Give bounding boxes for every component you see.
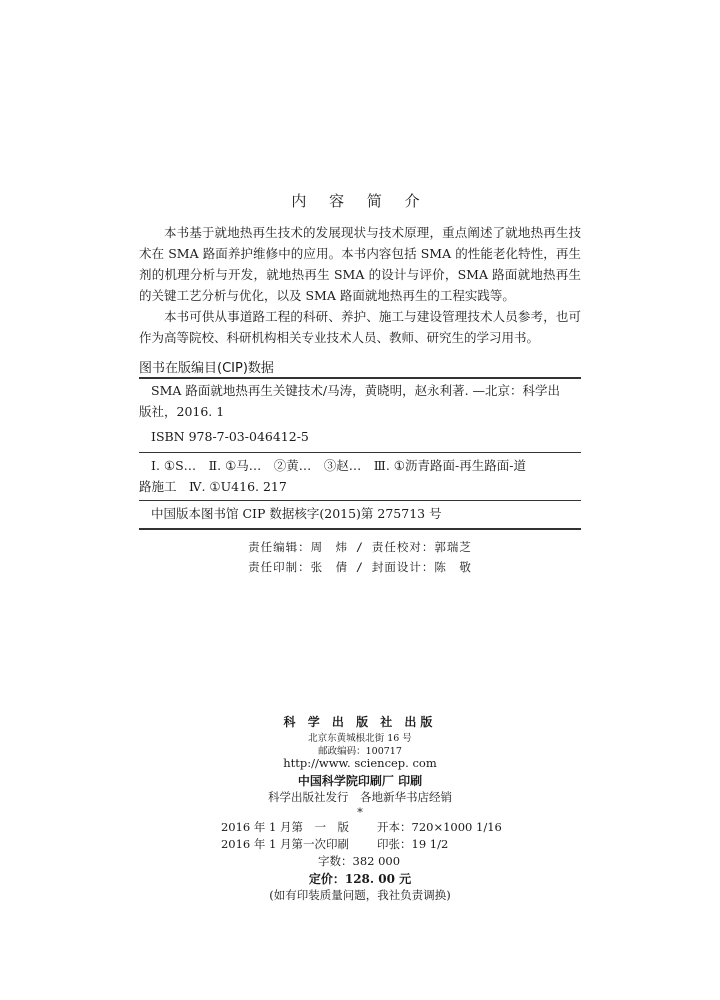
cip-bottom-rule xyxy=(139,528,581,530)
summary-paragraph-1: 本书基于就地热再生技术的发展现状与技术原理，重点阐述了就地热再生技术在 SMA 路面养护维修中的应用。本书内容包括 SMA 的性能老化特性，再生剂的机理分析与开发，就地热再生 SMA 的设计与评价，SMA 路面就地热再生的关键工艺分析与优化，以及 SMA 路面就地热再生的工程实践等。 xyxy=(139,225,581,303)
cip-rule-2 xyxy=(139,500,581,501)
staff-line-2: 责任印制：张 倩 / 封面设计：陈 敬 xyxy=(248,560,472,574)
summary-body xyxy=(139,222,581,348)
cip-record-line-2: 版社，2016. 1 xyxy=(139,404,225,419)
staff-line-1: 责任编辑：周 炜 / 责任校对：郭瑞芝 xyxy=(248,540,472,554)
cip-record-line-1: SMA 路面就地热再生关键技术/马涛，黄晓明，赵永利著. —北京：科学出 xyxy=(151,383,561,398)
printed-sheets: 印张：19 1/2 xyxy=(377,837,449,851)
cip-isbn: ISBN 978-7-03-046412-5 xyxy=(151,429,309,444)
cip-rule-1 xyxy=(139,452,581,453)
edition: 2016 年 1 月第 一 版 xyxy=(220,820,349,834)
publisher-address: 北京东黄城根北街 16 号 xyxy=(308,733,412,744)
separator-star: * xyxy=(357,805,363,819)
quality-notice: (如有印装质量问题，我社负责调换) xyxy=(269,888,451,902)
cip-classification-line-1: Ⅰ. ①S… Ⅱ. ①马… ②黄… ③赵… Ⅲ. ①沥青路面-再生路面-道 xyxy=(151,458,526,473)
book-format: 开本：720×1000 1/16 xyxy=(377,820,502,834)
cip-top-rule xyxy=(139,377,581,379)
printer: 中国科学院印刷厂 印刷 xyxy=(297,774,423,788)
summary-title: 内 容 简 介 xyxy=(291,192,429,210)
website: http://www. sciencep. com xyxy=(283,756,437,770)
cip-classification-line-2: 路施工 Ⅳ. ①U416. 217 xyxy=(139,479,287,494)
publisher: 科 学 出 版 社 出版 xyxy=(283,715,437,729)
price: 定价：128. 00 元 xyxy=(308,872,412,886)
printing: 2016 年 1 月第一次印刷 xyxy=(220,837,349,851)
cip-number: 中国版本图书馆 CIP 数据核字(2015)第 275713 号 xyxy=(151,506,442,521)
cip-heading: 图书在版编目(CIP)数据 xyxy=(139,361,274,376)
postcode: 邮政编码：100717 xyxy=(318,746,402,757)
word-count: 字数：382 000 xyxy=(318,854,401,868)
distribution: 科学出版社发行 各地新华书店经销 xyxy=(268,790,452,804)
summary-paragraph-2: 本书可供从事道路工程的科研、养护、施工与建设管理技术人员参考，也可作为高等院校、科研机构相关专业技术人员、教师、研究生的学习用书。 xyxy=(139,309,581,345)
